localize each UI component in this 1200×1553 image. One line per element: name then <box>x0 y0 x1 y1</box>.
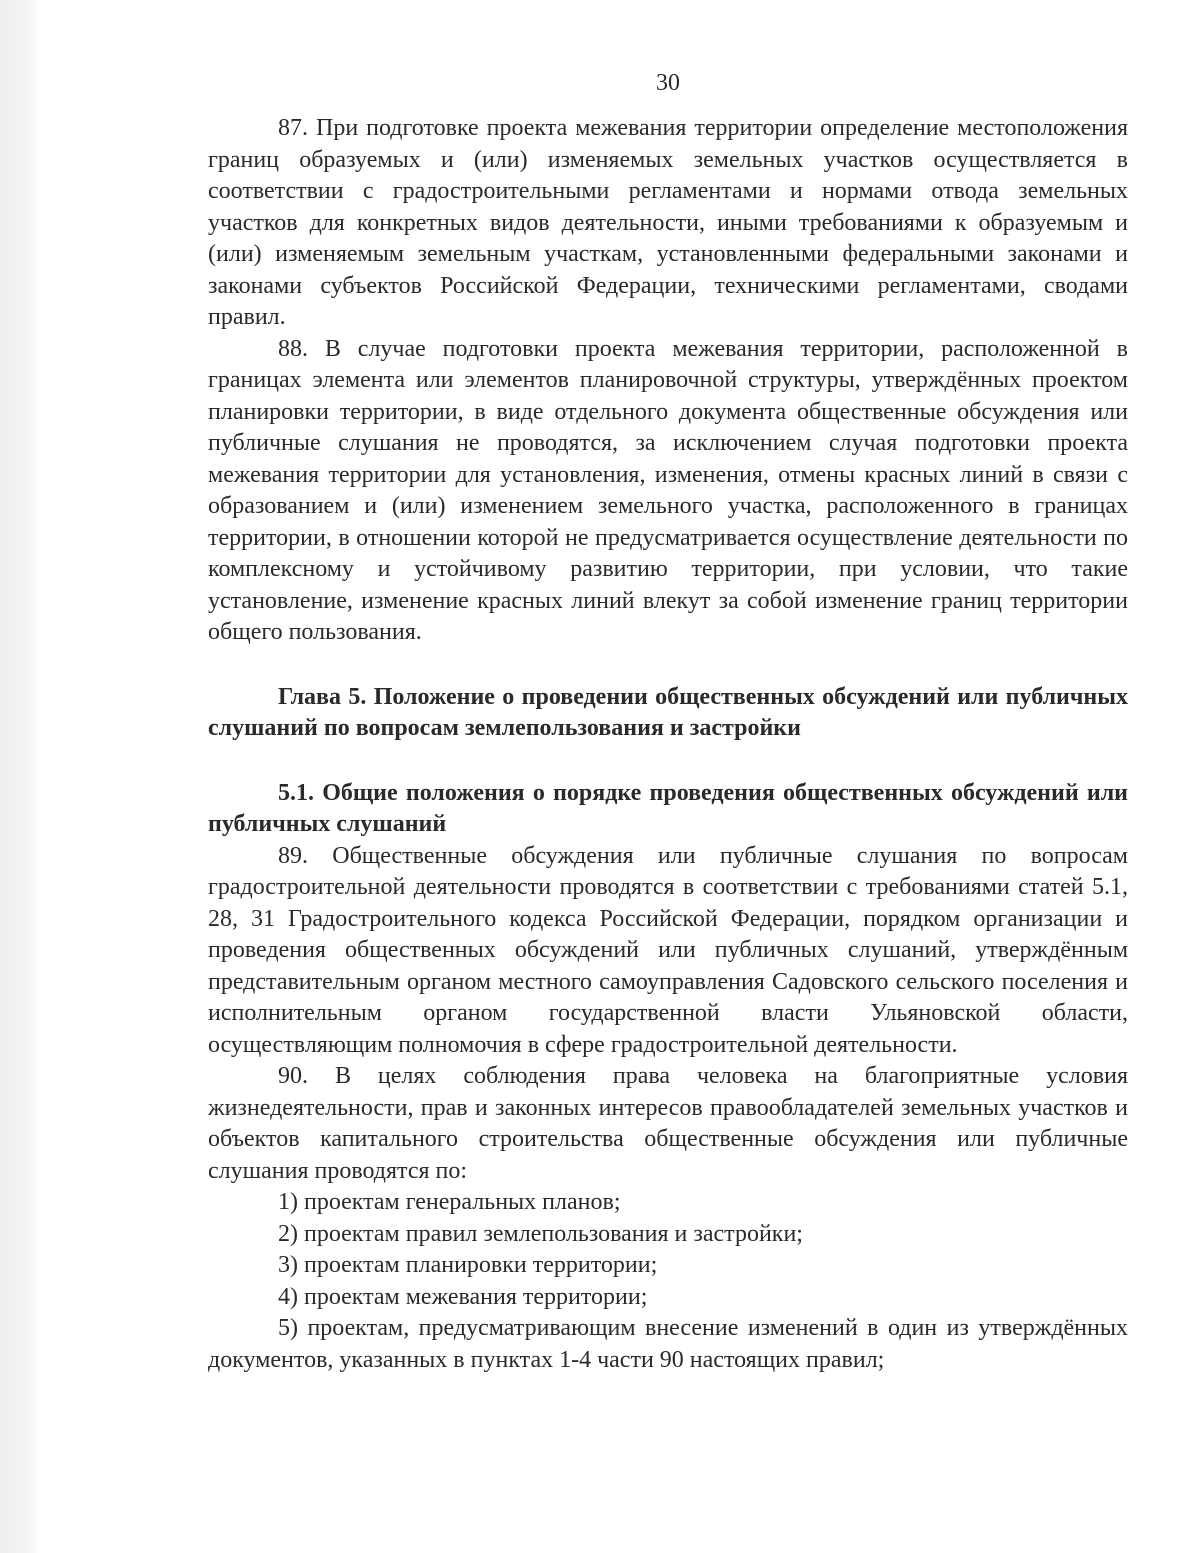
spacer <box>208 649 1128 682</box>
document-body <box>208 113 1128 1376</box>
list-item: 5) проектам, предусматривающим внесение изменений в один из утверждённых документов, указанных в пунктах 1-4 части 90 настоящих правил; <box>208 1315 1128 1373</box>
list-item: 4) проектам межевания территории; <box>278 1283 648 1310</box>
list-item: 3) проектам планировки территории; <box>278 1252 658 1278</box>
section-heading: 5.1. Общие положения о порядке проведения общественных обсуждений или публичных слушаний <box>208 779 1128 837</box>
spacer <box>208 745 1128 778</box>
paragraph-87: 87. При подготовке проекта межевания территории определение местоположения границ образуемых и (или) изменяемых земельных участков осуществляется в соответствии с градостроительными регламентами и нормами отвода земельных участков для конкретных видов деятельности, иными требованиями к образуемым и (или) изменяемым земельным участкам, установленными федеральными законами и законами субъектов Российской Федерации, техническими регламентами, сводами правил. <box>208 115 1128 330</box>
list-item: 1) проектам генеральных планов; <box>278 1189 621 1215</box>
list-item: 2) проектам правил землепользования и застройки; <box>278 1220 803 1247</box>
paragraph-90: 90. В целях соблюдения права человека на благоприятные условия жизнедеятельности, прав и законных интересов правообладателей земельных участков и объектов капитального строительства общественные обсуждения или публичные слушания проводятся по: <box>208 1063 1128 1184</box>
paragraph-89: 89. Общественные обсуждения или публичные слушания по вопросам градостроительной деятельности проводятся в соответствии с требованиями статей 5.1, 28, 31 Градостроительного кодекса Российской Федерации, порядком организации и проведения общественных обсуждений или публичных слушаний, утверждённым представительным органом местного самоуправления Садовского сельского поселения и исполнительным органом государственной власти Ульяновской области, осуществляющим полномочия в сфере градостроительной деятельности. <box>208 842 1128 1058</box>
scan-left-edge <box>0 0 40 1553</box>
chapter-heading: Глава 5. Положение о проведении общественных обсуждений или публичных слушаний по вопросам землепользования и застройки <box>208 683 1128 741</box>
paragraph-88: 88. В случае подготовки проекта межевания территории, расположенной в границах элемента или элементов планировочной структуры, утверждённых проектом планировки территории, в виде отдельного документа общественные обсуждения или публичные слушания не проводятся, за исключением случая подготовки проекта межевания территории для установления, изменения, отмены красных линий в связи с образованием и (или) изменением земельного участка, расположенного в границах территории, в отношении которой не предусматривается осуществление деятельности по комплексному и устойчивому развитию территории, при условии, что такие установление, изменение красных линий влекут за собой изменение границ территории общего пользования. <box>208 335 1128 645</box>
page-number: 30 <box>656 70 680 96</box>
